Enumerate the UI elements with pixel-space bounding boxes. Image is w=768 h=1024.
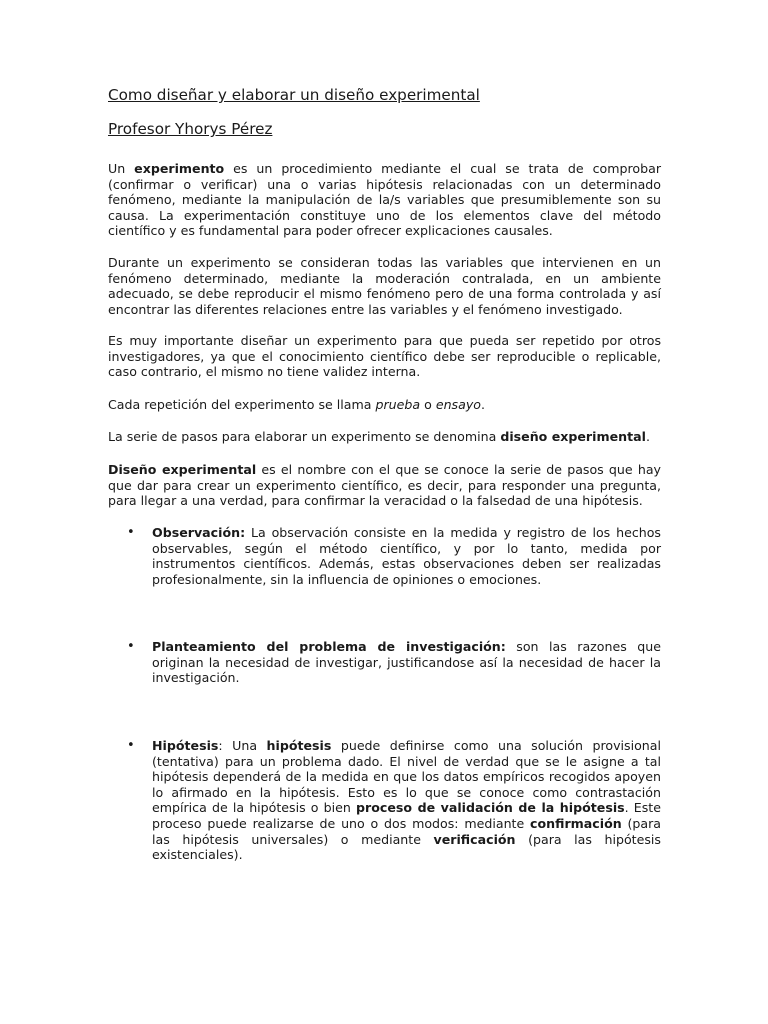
- bullet-dot-icon: •: [127, 738, 135, 753]
- bullet2-text: son las razones que originan la necesidad de investigar, justificandose así la necesidad de hacer la investigación.: [152, 639, 662, 686]
- paragraph-repeticion: [108, 397, 661, 413]
- term-experimento: experimento: [134, 161, 225, 176]
- p1-text: Un: [108, 161, 135, 176]
- term-ensayo: ensayo: [435, 397, 481, 412]
- document-title: Como diseñar y elaborar un diseño experimental: [108, 86, 480, 104]
- paragraph-experimento-definicion: [108, 161, 661, 239]
- term-prueba: prueba: [375, 397, 421, 412]
- term-diseno-experimental: diseño experimental: [500, 429, 646, 444]
- bullet3-text-a: : Una: [218, 738, 267, 753]
- term-diseno-experimental-lead: Diseño experimental: [108, 462, 257, 477]
- p6-text: es el nombre con el que se conoce la serie de pasos que hay que dar para crear un experimento científico, es decir, para responder una pregunta, para llegar a una verdad, para confirmar la veracidad o la falsedad de una hipótesis.: [108, 462, 662, 509]
- bullet1-text: La observación consiste en la medida y registro de los hechos observables, según el método científico, y por lo tanto, medida por instrumentos científicos. Además, estas observaciones deben ser realizadas profesionalmente, sin la influencia de opiniones o emociones.: [152, 525, 661, 587]
- bullet3-text-d: (para las hipótesis universales) o mediante: [152, 815, 661, 847]
- paragraph-importancia: Es muy importante diseñar un experimento para que pueda ser repetido por otros investigadores, ya que el conocimiento científico debe ser reproducible o replicable, caso contrario, el mismo no tiene validez interna.: [108, 333, 661, 380]
- author-line: Profesor Yhorys Pérez: [108, 120, 273, 138]
- term-hipotesis-lead: Hipótesis: [152, 738, 219, 753]
- list-item-hipotesis: [152, 738, 661, 863]
- paragraph-serie-pasos: [108, 429, 661, 445]
- term-planteamiento: Planteamiento del problema de investigación:: [152, 639, 506, 654]
- bullet3-text-e: (para las hipótesis existenciales).: [152, 831, 661, 863]
- term-confirmacion: confirmación: [530, 815, 622, 831]
- paragraph-diseno-experimental: [108, 462, 661, 509]
- list-item-observacion: [152, 525, 661, 587]
- term-hipotesis: hipótesis: [266, 738, 332, 753]
- term-observacion: Observación:: [152, 525, 246, 540]
- bullet3-text-b: puede definirse como una solución provisional (tentativa) para un problema dado. El nivel de verdad que se le asigne a tal hipótesis dependerá de la medida en que los datos empíricos recogidos apoyen lo afirmado en la hipótesis. Esto es lo que se conoce como contrastación empírica de la hipótesis o bien: [152, 738, 661, 816]
- p4-text-or: o: [420, 397, 436, 412]
- p5-period: .: [645, 429, 650, 444]
- p5-text: La serie de pasos para elaborar un experimento se denomina: [108, 429, 501, 444]
- p4-period: .: [481, 397, 486, 412]
- p1-text-rest: es un procedimiento mediante el cual se trata de comprobar (confirmar o verificar) una o varias hipótesis relacionadas con un determinado fenómeno, mediante la manipulación de la/s variables que presumiblemente son su causa. La experimentación constituye uno de los elementos clave del método científico y es fundamental para poder ofrecer explicaciones causales.: [108, 161, 662, 239]
- bullet3-text-c: . Este proceso puede realizarse de uno o dos modos: mediante: [152, 800, 661, 831]
- bullet-dot-icon: •: [127, 639, 135, 654]
- bullet-dot-icon: •: [127, 525, 135, 540]
- term-verificacion: verificación: [433, 831, 516, 847]
- paragraph-durante-experimento: Durante un experimento se consideran todas las variables que intervienen en un fenómeno determinado, mediante la moderación contralada, en un ambiente adecuado, se debe reproducir el mismo fenómeno pero de una forma controlada y así encontrar las diferentes relaciones entre las variables y el fenómeno investigado.: [108, 255, 661, 317]
- p4-text: Cada repetición del experimento se llama: [108, 397, 376, 412]
- list-item-planteamiento: [152, 639, 661, 686]
- term-proceso-validacion: proceso de validación de la hipótesis: [356, 800, 625, 816]
